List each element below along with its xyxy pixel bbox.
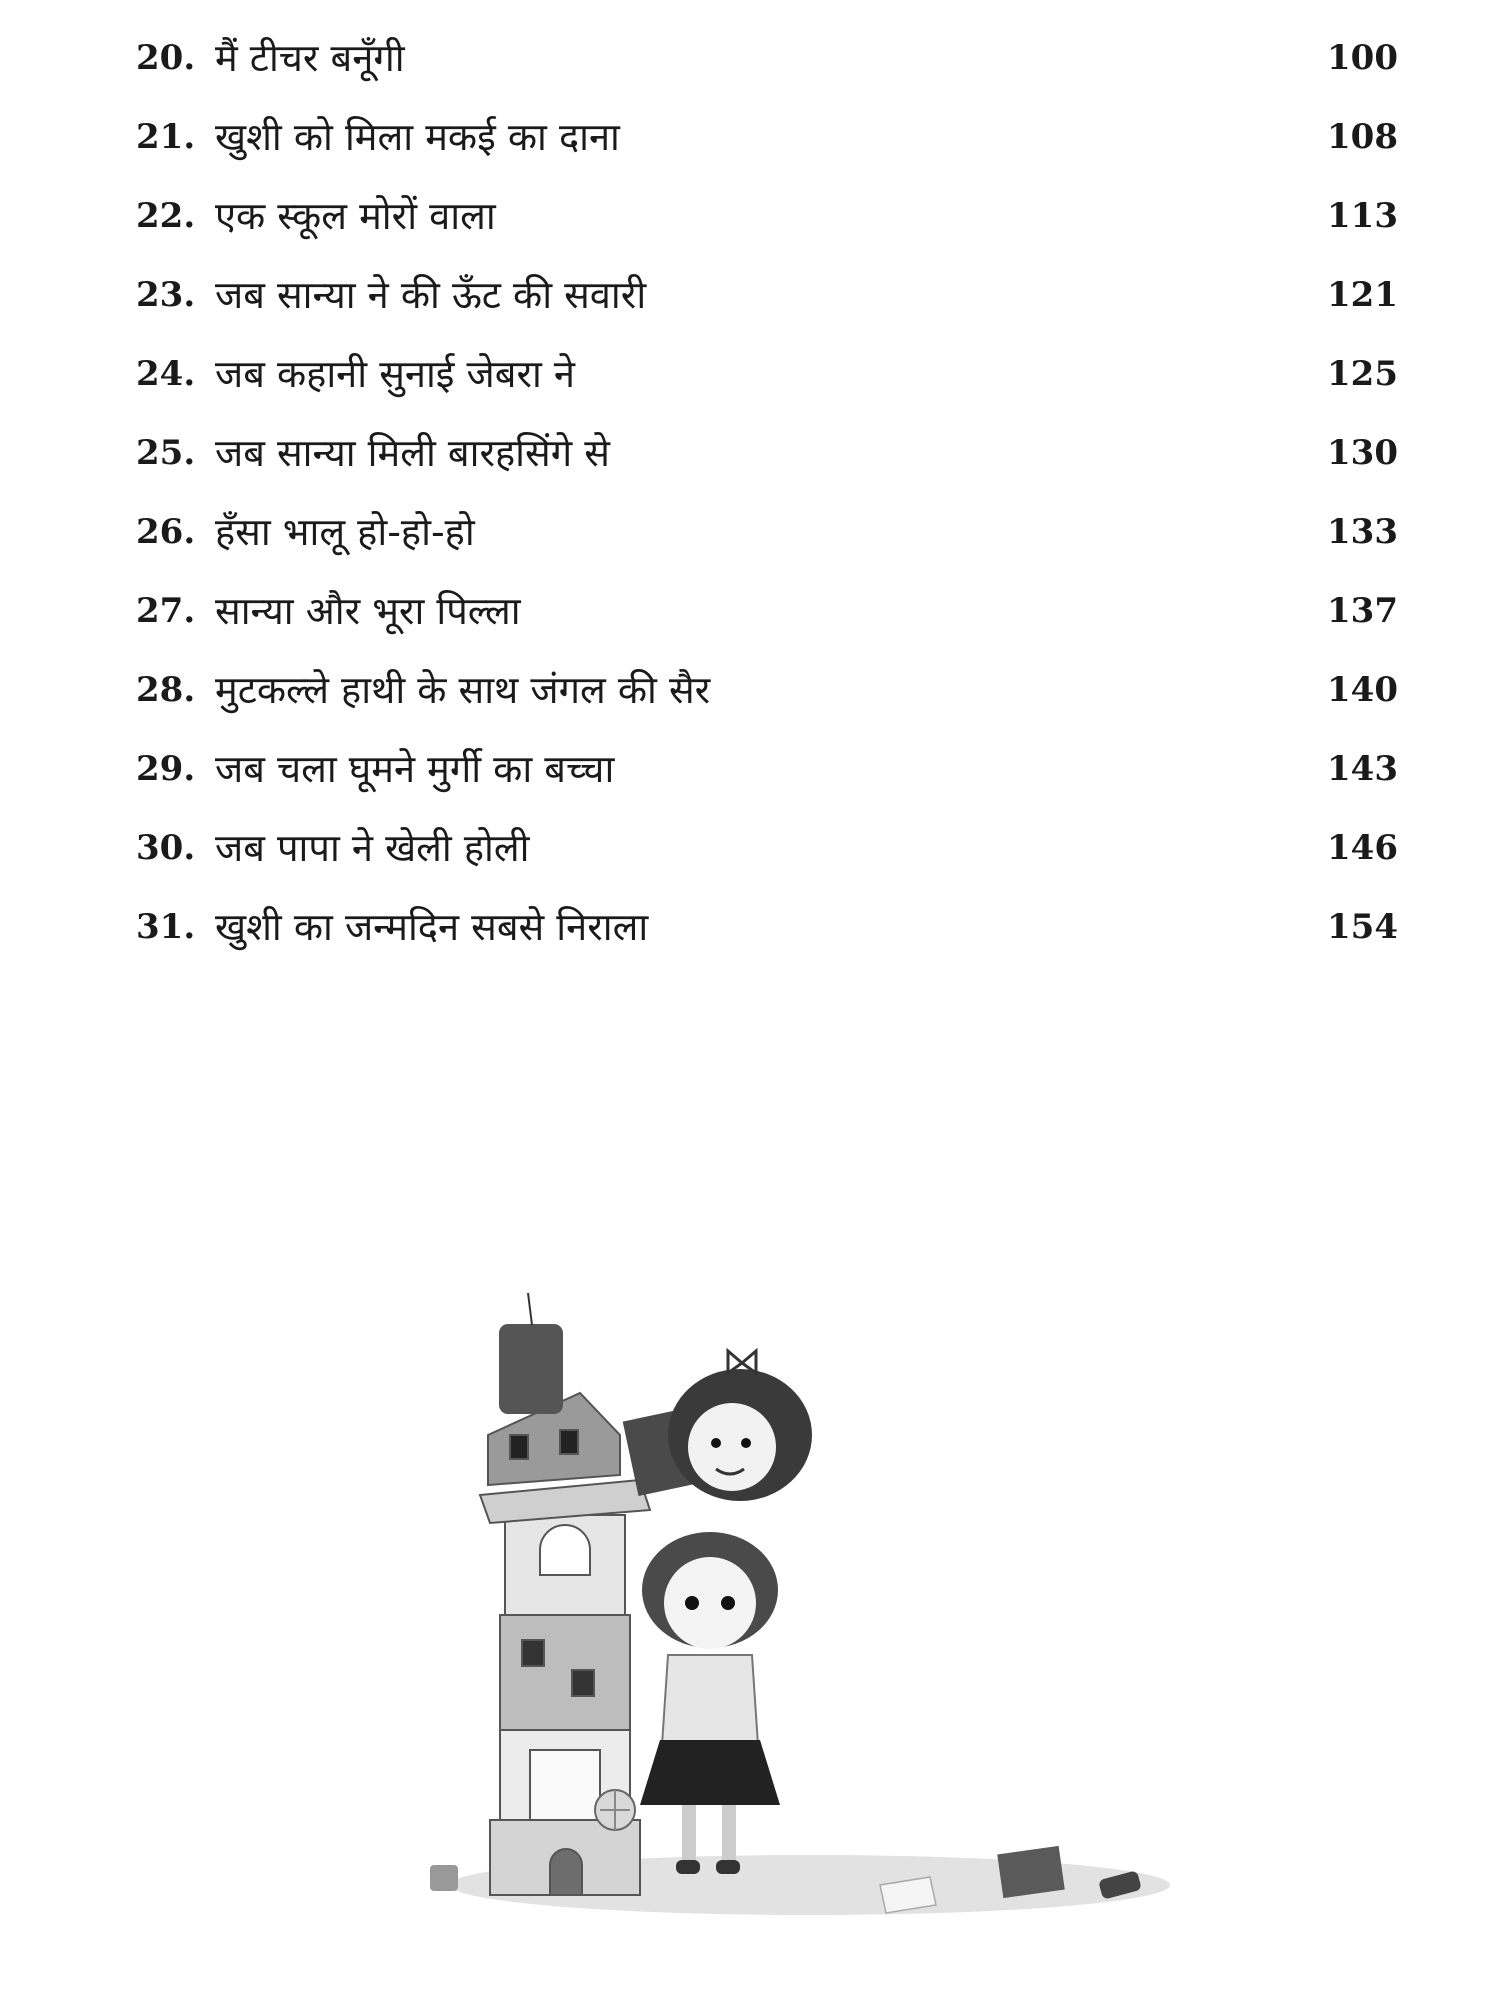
toc-entry-number: 30. [136,828,196,868]
younger-girl-face [664,1557,756,1649]
toc-entry-number: 24. [136,354,196,394]
toc-entry-number: 22. [136,196,196,236]
toc-entry-number: 23. [136,275,196,315]
toc-entry-title: मैं टीचर बनूँगी [215,36,405,80]
toc-entry-title: जब सान्या मिली बारहसिंगे से [215,431,610,475]
toy-fallen-block [997,1846,1065,1898]
toc-entry[interactable] [0,22,1500,101]
younger-girl-shirt [662,1655,758,1745]
toc-entry[interactable] [0,654,1500,733]
toc-entry-number: 21. [136,117,196,157]
toc-entry-page: 146 [1327,828,1398,868]
younger-girl-skirt [640,1740,780,1805]
toc-entry-title: जब कहानी सुनाई जेबरा ने [215,352,575,396]
toc-entry-page: 130 [1327,433,1398,473]
toc-entry[interactable] [0,891,1500,970]
toc-entry[interactable] [0,417,1500,496]
toc-entry-page: 140 [1327,670,1398,710]
toc-entry-page: 108 [1327,117,1398,157]
toc-entry-page: 137 [1327,591,1398,631]
toc-entry-title: मुटकल्ले हाथी के साथ जंगल की सैर [215,668,711,712]
toc-entry-page: 154 [1327,907,1398,947]
tower-top-cylinder [500,1325,562,1413]
toc-entry-title: खुशी का जन्मदिन सबसे निराला [215,905,649,949]
toc-entry-title: खुशी को मिला मकई का दाना [215,115,620,159]
toc-entry-number: 29. [136,749,196,789]
toc-entry-page: 143 [1327,749,1398,789]
toc-entry[interactable] [0,575,1500,654]
toc-entry-number: 27. [136,591,196,631]
younger-girl-figure [640,1532,780,1874]
toc-entry[interactable] [0,180,1500,259]
toc-entry-number: 26. [136,512,196,552]
toc-entry-title: सान्या और भूरा पिल्ला [215,589,521,633]
older-girl-face [688,1403,776,1491]
toc-entry-page: 125 [1327,354,1398,394]
toc-entry-page: 133 [1327,512,1398,552]
toc-entry-page: 113 [1327,196,1398,236]
older-girl-figure [623,1351,812,1501]
toc-entry[interactable] [0,812,1500,891]
tower-window-block [500,1615,630,1730]
toc-entry[interactable] [0,733,1500,812]
toc-entry-title: एक स्कूल मोरों वाला [215,194,496,238]
children-block-tower-illustration [410,1285,1190,1925]
toc-entry[interactable] [0,101,1500,180]
toc-entry-page: 121 [1327,275,1398,315]
toc-entry-page: 100 [1327,38,1398,78]
toc-entry-title: जब चला घूमने मुर्गी का बच्चा [215,747,615,791]
toc-entry-title: जब सान्या ने की ऊँट की सवारी [215,273,647,317]
toc-entry[interactable] [0,259,1500,338]
toc-entry[interactable] [0,338,1500,417]
toc-entry-number: 25. [136,433,196,473]
toc-entry-number: 20. [136,38,196,78]
toy-cup [430,1865,458,1891]
toc-entry-title: हँसा भालू हो-हो-हो [215,510,475,554]
toc-entry-title: जब पापा ने खेली होली [215,826,530,870]
toc-entry-number: 28. [136,670,196,710]
table-of-contents [0,22,1500,970]
toc-entry[interactable] [0,496,1500,575]
toc-entry-number: 31. [136,907,196,947]
